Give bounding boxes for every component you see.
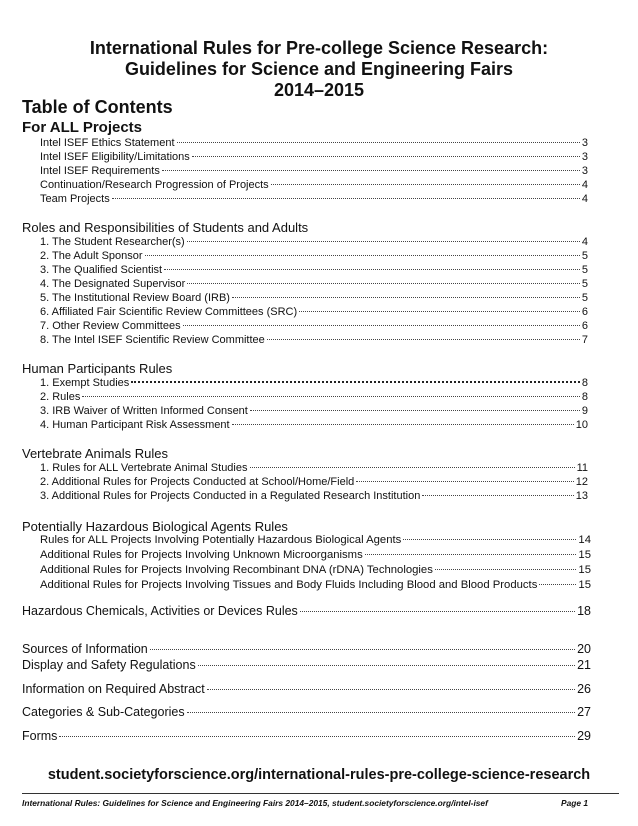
toc-entry[interactable]: 4. The Designated Supervisor 5 [40, 278, 588, 290]
toc-entry[interactable]: Additional Rules for Projects Involving Tissues and Body Fluids Including Blood and Blood Products 15 [40, 579, 591, 591]
document-title-line-1: International Rules for Pre-college Science Research: [89, 38, 549, 58]
toc-entry[interactable]: 7. Other Review Committees 6 [40, 320, 588, 332]
toc-entry[interactable]: 2. The Adult Sponsor 5 [40, 250, 588, 262]
toc-entry-display-and-safety[interactable]: Display and Safety Regulations 21 [22, 658, 591, 672]
toc-entry[interactable]: 6. Affiliated Fair Scientific Review Committees (SRC) 6 [40, 306, 588, 318]
toc-entry[interactable]: Intel ISEF Ethics Statement 3 [40, 137, 588, 149]
toc-entry[interactable]: 1. Rules for ALL Vertebrate Animal Studies 11 [40, 462, 588, 474]
toc-heading: Table of Contents [22, 97, 173, 117]
footer-page-number: Page 1 [560, 798, 588, 808]
toc-entry[interactable]: Continuation/Research Progression of Projects 4 [40, 179, 588, 191]
section-heading-human-participants: Human Participants Rules [22, 361, 173, 376]
toc-entry[interactable]: 4. Human Participant Risk Assessment 10 [40, 419, 588, 431]
footer-text: International Rules: Guidelines for Science and Engineering Fairs 2014–2015, student.societyforscience.org/intel-isef [22, 798, 488, 808]
toc-entry[interactable]: 2. Rules 8 [40, 391, 588, 403]
toc-entry[interactable]: Intel ISEF Eligibility/Limitations 3 [40, 151, 588, 163]
toc-entry[interactable]: 2. Additional Rules for Projects Conducted at School/Home/Field 12 [40, 476, 588, 488]
toc-entry[interactable]: Intel ISEF Requirements 3 [40, 165, 588, 177]
toc-entry-sources-of-information[interactable]: Sources of Information 20 [22, 642, 591, 656]
section-heading-for-all-projects: For ALL Projects [22, 119, 143, 136]
document-title-line-2: Guidelines for Science and Engineering Fairs [124, 59, 514, 79]
toc-entry-categories[interactable]: Categories & Sub-Categories 27 [22, 705, 591, 719]
toc-entry[interactable]: Additional Rules for Projects Involving Recombinant DNA (rDNA) Technologies 15 [40, 564, 591, 576]
toc-entry-hazardous-chemicals[interactable]: Hazardous Chemicals, Activities or Devices Rules 18 [22, 604, 591, 618]
toc-entry[interactable]: Rules for ALL Projects Involving Potentially Hazardous Biological Agents 14 [40, 534, 591, 546]
section-heading-roles: Roles and Responsibilities of Students and Adults [22, 220, 309, 235]
page-footer [22, 798, 588, 808]
toc-entry-required-abstract[interactable]: Information on Required Abstract 26 [22, 682, 591, 696]
toc-entry-forms[interactable]: Forms 29 [22, 729, 591, 743]
footer-divider [22, 793, 619, 794]
section-heading-biological-agents: Potentially Hazardous Biological Agents Rules [22, 519, 288, 534]
toc-entry[interactable]: 8. The Intel ISEF Scientific Review Committee 7 [40, 334, 588, 346]
toc-entry[interactable]: 1. The Student Researcher(s) 4 [40, 236, 588, 248]
document-title-year: 2014–2015 [273, 80, 365, 100]
toc-entry[interactable]: Team Projects 4 [40, 193, 588, 205]
toc-entry[interactable]: 3. IRB Waiver of Written Informed Consent 9 [40, 405, 588, 417]
toc-entry[interactable]: 1. Exempt Studies 8 [40, 377, 588, 389]
toc-entry[interactable]: 5. The Institutional Review Board (IRB) 5 [40, 292, 588, 304]
toc-entry[interactable]: 3. The Qualified Scientist 5 [40, 264, 588, 276]
toc-entry[interactable]: 3. Additional Rules for Projects Conducted in a Regulated Research Institution 13 [40, 490, 588, 502]
toc-entry[interactable]: Additional Rules for Projects Involving Unknown Microorganisms 15 [40, 549, 591, 561]
website-url[interactable]: student.societyforscience.org/international-rules-pre-college-science-research [47, 767, 591, 783]
section-heading-vertebrate-animals: Vertebrate Animals Rules [22, 446, 168, 461]
